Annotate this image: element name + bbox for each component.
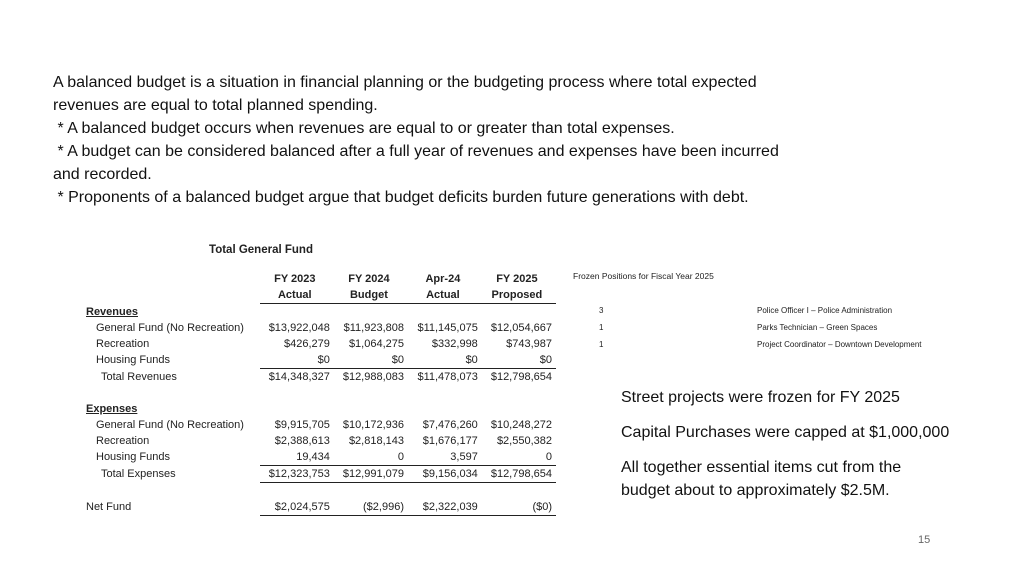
cell: $2,388,613 bbox=[274, 435, 330, 447]
cell: 19,434 bbox=[260, 449, 334, 466]
position-title: Project Coordinator – Downtown Development bbox=[757, 340, 922, 349]
cell: $2,818,143 bbox=[348, 435, 404, 447]
note-capital: Capital Purchases were capped at $1,000,000 bbox=[621, 424, 950, 441]
position-count: 1 bbox=[599, 323, 604, 332]
cell: $0 bbox=[408, 352, 482, 369]
cell: $10,248,272 bbox=[490, 419, 552, 431]
position-count: 3 bbox=[599, 306, 604, 315]
col-type: Actual bbox=[408, 287, 482, 304]
col-year: FY 2025 bbox=[496, 273, 538, 285]
cell: $0 bbox=[334, 352, 408, 369]
list-item bbox=[573, 306, 953, 323]
revenues-heading: Revenues bbox=[86, 305, 138, 318]
cell: $1,676,177 bbox=[422, 435, 478, 447]
table-row bbox=[86, 320, 556, 336]
section-row bbox=[86, 401, 556, 417]
cell: $2,024,575 bbox=[260, 499, 334, 516]
col-type: Actual bbox=[260, 287, 334, 304]
cell: $12,988,083 bbox=[342, 371, 404, 383]
cell: $11,145,075 bbox=[417, 322, 478, 334]
row-label: Housing Funds bbox=[96, 354, 170, 367]
cell: $426,279 bbox=[283, 338, 330, 350]
frozen-positions bbox=[573, 271, 953, 357]
table-row bbox=[86, 449, 556, 466]
row-label: Recreation bbox=[96, 338, 150, 350]
cell: $743,987 bbox=[506, 338, 552, 350]
list-item bbox=[573, 323, 953, 340]
position-title: Parks Technician – Green Spaces bbox=[757, 323, 878, 332]
col-type: Proposed bbox=[482, 287, 556, 304]
table-header-row bbox=[86, 287, 556, 304]
spacer-row bbox=[86, 385, 556, 401]
position-count: 1 bbox=[599, 340, 604, 349]
cell: $9,915,705 bbox=[274, 419, 330, 431]
section-row bbox=[86, 304, 556, 321]
cell: $0 bbox=[260, 352, 334, 369]
row-label: Recreation bbox=[96, 435, 150, 447]
cell: $9,156,034 bbox=[408, 466, 482, 483]
cell: $0 bbox=[482, 352, 556, 369]
cell: $12,323,753 bbox=[260, 466, 334, 483]
cell: $12,798,654 bbox=[482, 466, 556, 483]
table-row bbox=[86, 352, 556, 369]
table-row bbox=[86, 417, 556, 433]
cell: $1,064,275 bbox=[348, 338, 404, 350]
note-together bbox=[621, 456, 1001, 502]
cell: $11,478,073 bbox=[417, 371, 478, 383]
col-type: Budget bbox=[334, 287, 408, 304]
frozen-positions-title: Frozen Positions for Fiscal Year 2025 bbox=[573, 271, 714, 281]
col-year: Apr-24 bbox=[425, 273, 461, 285]
cell: $332,998 bbox=[431, 338, 478, 350]
cell: $12,991,079 bbox=[334, 466, 408, 483]
list-item bbox=[573, 340, 953, 357]
cell: $11,923,808 bbox=[343, 322, 404, 334]
total-row bbox=[86, 369, 556, 386]
note-street: Street projects were frozen for FY 2025 bbox=[621, 389, 900, 406]
table-row bbox=[86, 336, 556, 352]
row-label: Net Fund bbox=[86, 501, 132, 514]
note-line: All together essential items cut from the bbox=[621, 459, 902, 476]
intro-line: A balanced budget is a situation in financial planning or the budgeting process where total expected bbox=[53, 74, 757, 91]
cell: $10,172,936 bbox=[342, 419, 404, 431]
cell: $7,476,260 bbox=[422, 419, 478, 431]
table-title: Total General Fund bbox=[209, 244, 313, 256]
cell: $2,322,039 bbox=[408, 499, 482, 516]
intro-line: revenues are equal to total planned spending. bbox=[53, 97, 378, 114]
cell: 0 bbox=[334, 449, 408, 466]
cell: 3,597 bbox=[408, 449, 482, 466]
position-title: Police Officer I – Police Administration bbox=[757, 306, 893, 315]
note-line: budget about to approximately $2.5M. bbox=[621, 482, 890, 499]
fund-table-grid bbox=[86, 271, 556, 516]
cell: ($2,996) bbox=[334, 499, 408, 516]
table-row bbox=[86, 433, 556, 449]
general-fund-table bbox=[86, 244, 556, 516]
net-fund-row bbox=[86, 499, 556, 516]
row-label: General Fund (No Recreation) bbox=[96, 419, 244, 431]
cell: 0 bbox=[482, 449, 556, 466]
total-row bbox=[86, 466, 556, 483]
col-year: FY 2024 bbox=[348, 273, 390, 285]
row-label: Total Expenses bbox=[101, 468, 176, 480]
intro-bullet: * A balanced budget occurs when revenues are equal to or greater than total expenses. bbox=[53, 120, 675, 137]
intro-bullet: * Proponents of a balanced budget argue that budget deficits burden future generations with debt. bbox=[53, 189, 749, 206]
cell: $14,348,327 bbox=[268, 371, 330, 383]
row-label: Housing Funds bbox=[96, 451, 170, 464]
col-year: FY 2023 bbox=[274, 273, 316, 285]
cell: $13,922,048 bbox=[268, 322, 330, 334]
table-header-row bbox=[86, 271, 556, 287]
spacer-row bbox=[86, 483, 556, 500]
cell: ($0) bbox=[482, 499, 556, 516]
budget-notes bbox=[621, 386, 1001, 502]
intro-text bbox=[53, 71, 873, 209]
cell: $2,550,382 bbox=[496, 435, 552, 447]
expenses-heading: Expenses bbox=[86, 403, 138, 415]
row-label: Total Revenues bbox=[101, 370, 177, 383]
cell: $12,798,654 bbox=[490, 371, 552, 383]
row-label: General Fund (No Recreation) bbox=[96, 322, 244, 334]
cell: $12,054,667 bbox=[490, 322, 552, 334]
intro-line: and recorded. bbox=[53, 166, 152, 183]
page-number: 15 bbox=[918, 534, 931, 546]
intro-bullet: * A budget can be considered balanced after a full year of revenues and expenses have been incurred bbox=[53, 143, 779, 160]
